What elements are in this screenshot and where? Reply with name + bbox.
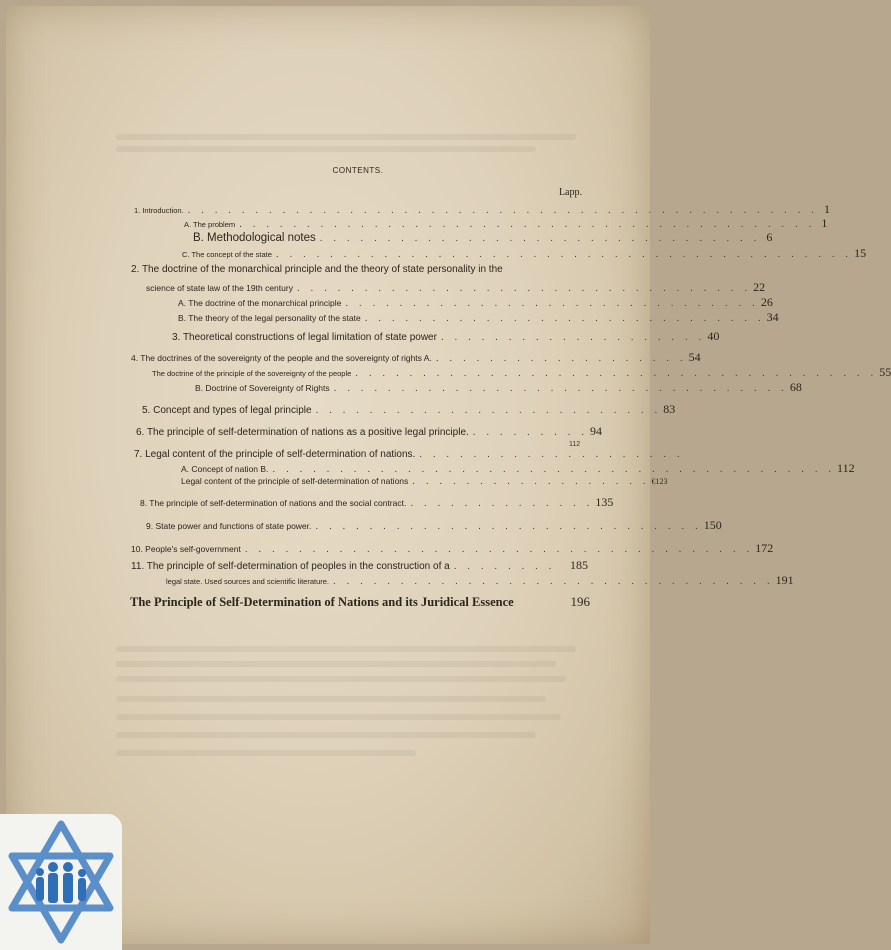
toc-entry: 10. People's self-government . . . . . . . . . . . . . . . . . . . . . . . . . . . . . . . . . . . . . . 172 [131,541,774,555]
page-number-note: 112 [569,441,581,448]
page-column-header: Lapp. [558,187,582,198]
toc-entry: A. Concept of nation B. . . . . . . . . . . . . . . . . . . . . . . . . . . . . . . . . . . . . . . . . . . 112 [181,461,855,475]
toc-entry: 5. Concept and types of legal principle . . . . . . . . . . . . . . . . . . . . . . . . . . 83 [142,402,676,416]
toc-entry: The doctrine of the principle of the sovereignty of the people . . . . . . . . . . . . . . . . . . . . . . . . . . . . . . . . . . . . . . . 55 [152,365,891,379]
toc-entry: science of state law of the 19th century . . . . . . . . . . . . . . . . . . . . . . . . . . . . . . . . . . 22 [146,280,766,294]
family-figures-icon [36,862,86,903]
toc-entry: B. Methodological notes . . . . . . . . . . . . . . . . . . . . . . . . . . . . . . . . . 6 [193,230,773,244]
star-family-logo [0,814,122,950]
toc-entry: Legal content of the principle of self-determination of nations . . . . . . . . . . . . . . . . . . €123 [181,476,668,487]
toc-entry: A. The problem . . . . . . . . . . . . . . . . . . . . . . . . . . . . . . . . . . . . . . . . . . . 1 [184,216,828,230]
toc-entry: 9. State power and functions of state power. . . . . . . . . . . . . . . . . . . . . . . . . . . . . . 150 [146,518,722,532]
toc-entry: 4. The doctrines of the sovereignty of the people and the sovereignty of rights A. . . . . . . . . . . . . . . . . . . . 54 [131,350,701,364]
toc-entry: 7. Legal content of the principle of self-determination of nations. . . . . . . . . . . . . . . . . . . . . [134,449,684,460]
bleed-through-text [116,676,566,682]
toc-entry: 11. The principle of self-determination of peoples in the construction of a . . . . . . . . 185 [131,558,588,572]
toc-entry: A. The doctrine of the monarchical principle . . . . . . . . . . . . . . . . . . . . . . . . . . . . . . . 26 [178,295,773,309]
toc-entry-final: The Principle of Self-Determination of Nations and its Juridical Essence 196 [130,594,590,609]
document-page [6,6,891,944]
toc-entry: 6. The principle of self-determination of nations as a positive legal principle. . . . . . . . . . 94 [136,424,603,438]
toc-entry: B. Doctrine of Sovereignty of Rights . . . . . . . . . . . . . . . . . . . . . . . . . . . . . . . . . . 68 [195,380,802,394]
bleed-through-text [116,696,546,702]
bleed-through-text [116,714,561,720]
star-of-david-icon [6,820,116,944]
bleed-through-text [116,134,576,140]
toc-entry: 2. The doctrine of the monarchical principle and the theory of state personality in the [131,264,503,275]
bleed-through-text [116,661,556,667]
toc-entry: 8. The principle of self-determination of nations and the social contract. . . . . . . . . . . . . . . 135 [140,495,614,509]
bleed-through-text [116,750,416,756]
bleed-through-text [116,146,536,152]
bleed-through-text [116,646,576,652]
toc-entry: B. The theory of the legal personality of the state . . . . . . . . . . . . . . . . . . . . . . . . . . . . . . 34 [178,310,779,324]
contents-title: CONTENTS. [332,166,384,175]
toc-entry: C. The concept of the state . . . . . . . . . . . . . . . . . . . . . . . . . . . . . . . . . . . . . . . . . . . 15 [182,246,867,260]
bleed-through-text [116,732,536,738]
toc-entry: 1. Introduction. . . . . . . . . . . . . . . . . . . . . . . . . . . . . . . . . . . . . . . . . . . . . . . . 1 [134,202,831,216]
toc-entry: legal state. Used sources and scientific literature. . . . . . . . . . . . . . . . . . . . . . . . . . . . . . . . . . 191 [166,573,794,587]
toc-entry: 3. Theoretical constructions of legal limitation of state power . . . . . . . . . . . . . . . . . . . . 40 [172,329,720,343]
